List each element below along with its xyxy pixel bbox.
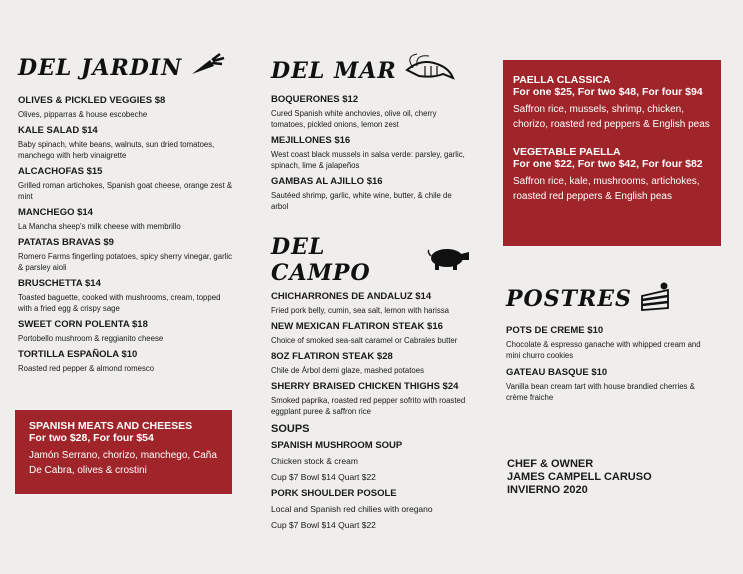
menu-item-name: POTS DE CREME $10	[506, 325, 604, 336]
menu-item-desc: Fried pork belly, cumin, sea salt, lemon with harissa	[271, 306, 449, 315]
chef-line3: INVIERNO 2020	[507, 484, 588, 496]
soup-name: SPANISH MUSHROOM SOUP	[271, 440, 403, 451]
meats-cheeses-box	[15, 410, 232, 494]
menu-item-name: PATATAS BRAVAS $9	[18, 237, 114, 248]
postres-header	[506, 280, 716, 317]
pig-icon	[427, 246, 471, 275]
postres-items	[506, 325, 716, 403]
menu-item-desc: Baby spinach, white beans, walnuts, sun dried tomatoes, manchego with herb vinaigrette	[18, 140, 215, 160]
postres-heading: POSTRES	[506, 285, 632, 312]
menu-item-desc: West coast black mussels in salsa verde: parsley, garlic, spinach, lime & jalapeños	[271, 150, 465, 170]
menu-item-name: 8OZ FLATIRON STEAK $28	[271, 351, 393, 362]
jardin-section	[18, 52, 233, 374]
menu-item-name: GAMBAS AL AJILLO $16	[271, 176, 383, 187]
cake-slice-icon	[638, 280, 674, 317]
chef-line1: CHEF & OWNER	[507, 458, 594, 470]
meats-price: For two $28, For four $54	[29, 432, 154, 444]
soups-heading: SOUPS	[271, 423, 310, 435]
meats-title: SPANISH MEATS AND CHEESES	[29, 420, 193, 432]
soups-items	[271, 440, 471, 531]
menu-item-desc: Smoked paprika, roasted red pepper sofrito with roasted eggplant puree & saffron rice	[271, 396, 466, 416]
menu-item-desc: Chile de Árbol demi glaze, mashed potatoes	[271, 366, 424, 375]
menu-item-desc: Roasted red pepper & almond romesco	[18, 364, 155, 373]
paella-desc: Saffron rice, mussels, shrimp, chicken, chorizo, roasted red peppers & English peas	[513, 104, 710, 130]
menu-item-desc: Vanilla bean cream tart with house brandied cherries & crème fraiche	[506, 382, 695, 402]
menu-item-desc: Choice of smoked sea-salt caramel or Cabrales butter	[271, 336, 458, 345]
meats-desc: Jamón Serrano, chorizo, manchego, Caña De Cabra, olives & crostini	[29, 450, 217, 476]
menu-item-desc: Chocolate & espresso ganache with whipped cream and mini churro cookies	[506, 340, 701, 360]
menu-item-desc: Cured Spanish white anchovies, olive oil, cherry tomatoes, pickled onions, lemon zest	[271, 109, 437, 129]
menu-item-name: MEJILLONES $16	[271, 135, 351, 146]
menu-item-name: GATEAU BASQUE $10	[506, 367, 608, 378]
menu-item-name: ALCACHOFAS $15	[18, 166, 103, 177]
postres-section	[506, 280, 716, 409]
jardin-heading: DEL JARDIN	[18, 54, 183, 81]
mar-section	[271, 52, 471, 531]
mar-items	[271, 94, 471, 212]
soup-name: PORK SHOULDER POSOLE	[271, 488, 397, 499]
menu-item-name: OLIVES & PICKLED VEGGIES $8	[18, 95, 166, 106]
carrot-icon	[190, 52, 228, 83]
menu-item-desc: La Mancha sheep's milk cheese with membrillo	[18, 222, 181, 231]
chef-line2: JAMES CAMPELL CARUSO	[507, 471, 652, 483]
chef-credit	[507, 458, 652, 497]
menu-item-desc: Grilled roman artichokes, Spanish goat cheese, orange zest & mint	[18, 181, 233, 201]
campo-header	[271, 234, 471, 286]
soup-price: Cup $7 Bowl $14 Quart $22	[271, 520, 376, 530]
menu-item-desc: Portobello mushroom & reggianito cheese	[18, 334, 164, 343]
menu-item-desc: Olives, pipparras & house escobeche	[18, 110, 148, 119]
menu-item-desc: Toasted baguette, cooked with mushrooms, cream, topped with a fried egg & crispy sage	[18, 293, 221, 313]
menu-item-name: BRUSCHETTA $14	[18, 278, 101, 289]
soup-line: Chicken stock & cream	[271, 456, 358, 466]
paella-entry	[513, 146, 721, 204]
menu-item-name: NEW MEXICAN FLATIRON STEAK $16	[271, 321, 443, 332]
paella-title: PAELLA CLASSICA	[513, 74, 611, 86]
paella-box	[503, 60, 721, 246]
menu-item-desc: Romero Farms fingerling potatoes, spicy sherry vinegar, garlic & parsley aioli	[18, 252, 233, 272]
shrimp-icon	[403, 52, 459, 89]
menu-item-name: TORTILLA ESPAÑOLA $10	[18, 349, 138, 360]
menu-item-name: KALE SALAD $14	[18, 125, 98, 136]
paella-entry	[513, 74, 721, 132]
campo-heading: DEL CAMPO	[271, 234, 371, 286]
soup-line: Local and Spanish red chilies with oregano	[271, 504, 433, 514]
menu-item-name: MANCHEGO $14	[18, 207, 93, 218]
paella-desc: Saffron rice, kale, mushrooms, artichokes, roasted red peppers & English peas	[513, 176, 700, 202]
menu-item-name: BOQUERONES $12	[271, 94, 359, 105]
menu-item-name: SWEET CORN POLENTA $18	[18, 319, 148, 330]
campo-items	[271, 291, 471, 417]
paella-items	[513, 74, 721, 204]
jardin-items	[18, 95, 233, 374]
paella-price: For one $25, For two $48, For four $94	[513, 86, 703, 98]
mar-header	[271, 52, 471, 89]
paella-title: VEGETABLE PAELLA	[513, 146, 621, 158]
mar-heading: DEL MAR	[271, 57, 397, 84]
soup-price: Cup $7 Bowl $14 Quart $22	[271, 472, 376, 482]
menu-item-desc: Sautéed shrimp, garlic, white wine, butter, & chile de arbol	[271, 191, 452, 211]
menu-item-name: CHICHARRONES DE ANDALUZ $14	[271, 291, 432, 302]
paella-price: For one $22, For two $42, For four $82	[513, 158, 703, 170]
jardin-header	[18, 52, 233, 83]
menu-item-name: SHERRY BRAISED CHICKEN THIGHS $24	[271, 381, 459, 392]
